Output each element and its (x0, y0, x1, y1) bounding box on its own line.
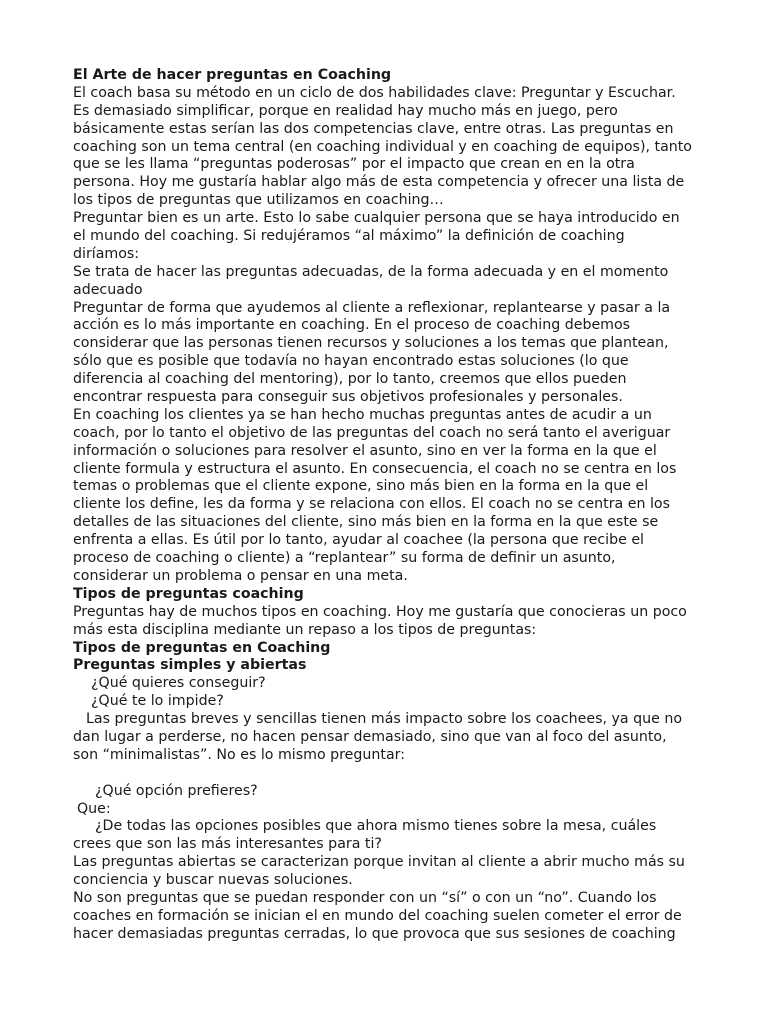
heading-line: El Arte de hacer preguntas en Coaching (73, 67, 392, 83)
heading-line: Tipos de preguntas coaching (73, 585, 304, 602)
text-line: detalles de las situaciones del cliente, sino más bien en la forma en la que este se (73, 514, 659, 531)
text-line: coach, por lo tanto el objetivo de las preguntas del coach no será tanto el averiguar (73, 424, 671, 441)
text-line: cliente los define, les da forma y se relaciona con ellos. El coach no se centra en los (73, 496, 670, 513)
text-line: El coach basa su método en un ciclo de dos habilidades clave: Preguntar y Escuchar. (73, 84, 676, 101)
text-line: básicamente estas serían las dos competencias clave, entre otras. Las preguntas en (73, 120, 674, 137)
text-line: que se les llama “preguntas poderosas” por el impacto que crean en en la otra (73, 156, 635, 173)
text-line: coaches en formación se inician el en mundo del coaching suelen cometer el error de (73, 907, 682, 924)
text-line: coaching son un tema central (en coaching individual y en coaching de equipos), tanto (73, 138, 692, 155)
text-line: son “minimalistas”. No es lo mismo preguntar: (73, 746, 406, 763)
text-line: temas o problemas que el cliente expone, sino más bien en la forma en la que el (73, 478, 649, 495)
text-line: Es demasiado simplificar, porque en realidad hay mucho más en juego, pero (73, 102, 618, 119)
text-line: ¿Qué quieres conseguir? (91, 675, 266, 692)
blank-line (73, 765, 693, 783)
text-line: Preguntar bien es un arte. Esto lo sabe cualquier persona que se haya introducido en (73, 210, 680, 227)
text-line: En coaching los clientes ya se han hecho muchas preguntas antes de acudir a un (73, 406, 652, 423)
text-line: conciencia y buscar nuevas soluciones. (73, 872, 353, 889)
text-line: cliente formula y estructura el asunto. En consecuencia, el coach no se centra en los (73, 460, 677, 477)
text-line: los tipos de preguntas que utilizamos en coaching… (73, 192, 444, 209)
text-line: ¿De todas las opciones posibles que ahora mismo tienes sobre la mesa, cuáles (95, 818, 657, 835)
text-line: enfrenta a ellas. Es útil por lo tanto, ayudar al coachee (la persona que recibe el (73, 532, 644, 549)
text-line: información o soluciones para resolver el asunto, sino en ver la forma en la que el (73, 442, 657, 459)
heading-line: Preguntas simples y abiertas (73, 657, 307, 674)
text-line: persona. Hoy me gustaría hablar algo más de esta competencia y ofrecer una lista de (73, 174, 685, 191)
text-line: diferencia al coaching del mentoring), por lo tanto, creemos que ellos pueden (73, 371, 627, 388)
text-line: Que: (77, 800, 111, 817)
text-line: No son preguntas que se puedan responder con un “sí” o con un “no”. Cuando los (73, 889, 657, 906)
text-line: diríamos: (73, 245, 140, 262)
text-line: proceso de coaching o cliente) a “replantear” su forma de definir un asunto, (73, 550, 616, 567)
document-body (73, 67, 693, 944)
text-line: crees que son las más interesantes para ti? (73, 836, 382, 853)
text-line: ¿Qué te lo impide? (91, 693, 224, 710)
text-line: hacer demasiadas preguntas cerradas, lo que provoca que sus sesiones de coaching (73, 925, 676, 942)
text-line: considerar que las personas tienen recursos y soluciones a los temas que plantean, (73, 335, 669, 352)
text-line: acción es lo más importante en coaching. En el proceso de coaching debemos (73, 317, 631, 334)
text-line: sólo que es posible que todavía no hayan encontrado estas soluciones (lo que (73, 353, 629, 370)
heading-line: Tipos de preguntas en Coaching (73, 639, 331, 656)
text-line: el mundo del coaching. Si redujéramos “al máximo” la definición de coaching (73, 228, 625, 245)
text-line: Preguntas hay de muchos tipos en coaching. Hoy me gustaría que conocieras un poco (73, 603, 687, 620)
text-line: Preguntar de forma que ayudemos al cliente a reflexionar, replantearse y pasar a la (73, 299, 671, 316)
text-line: Las preguntas breves y sencillas tienen más impacto sobre los coachees, ya que no (86, 711, 683, 728)
text-line: ¿Qué opción prefieres? (95, 782, 258, 799)
text-line: Se trata de hacer las preguntas adecuadas, de la forma adecuada y en el momento (73, 263, 669, 280)
text-line: dan lugar a perderse, no hacen pensar demasiado, sino que van al foco del asunto, (73, 728, 667, 745)
text-line: considerar un problema o pensar en una meta. (73, 567, 408, 584)
text-line: más esta disciplina mediante un repaso a los tipos de preguntas: (73, 621, 537, 638)
text-line: adecuado (73, 281, 143, 298)
text-line: encontrar respuesta para conseguir sus objetivos profesionales y personales. (73, 389, 623, 406)
text-line: Las preguntas abiertas se caracterizan porque invitan al cliente a abrir mucho más su (73, 854, 685, 871)
